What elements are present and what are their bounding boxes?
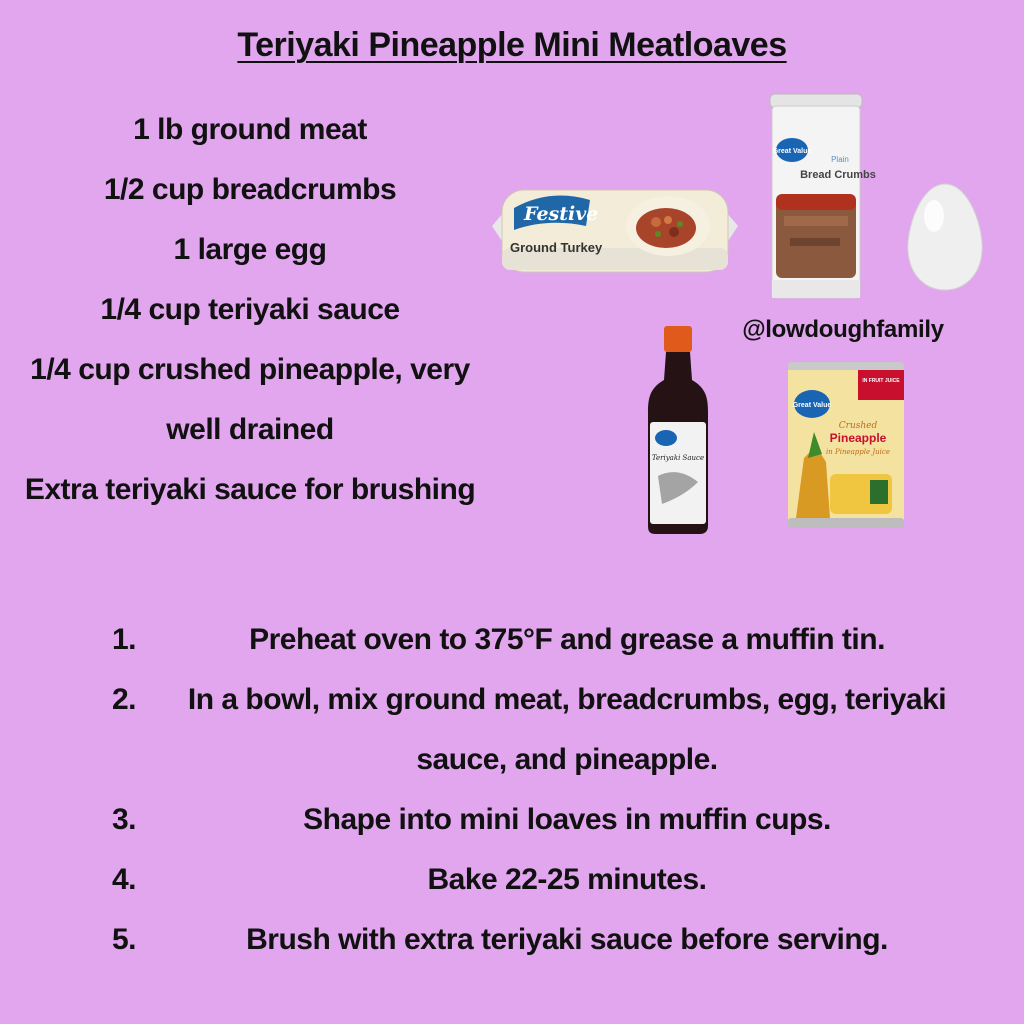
instruction-step bbox=[0, 670, 1024, 790]
step-text: Brush with extra teriyaki sauce before serving. bbox=[246, 923, 888, 956]
pineapple-badge-text: IN FRUIT JUICE bbox=[862, 378, 900, 384]
ingredient-item: 1 lb ground meat bbox=[133, 113, 367, 146]
step-number: 4. bbox=[112, 863, 137, 896]
ground-turkey-image bbox=[490, 186, 740, 276]
breadcrumbs-name-text: Bread Crumbs bbox=[800, 169, 876, 181]
breadcrumbs-brand-text: Great Value bbox=[772, 148, 812, 155]
step-number: 1. bbox=[112, 623, 137, 656]
step-number: 2. bbox=[112, 683, 137, 716]
ingredient-item: 1/4 cup teriyaki sauce bbox=[100, 293, 400, 326]
turkey-name-text: Ground Turkey bbox=[510, 240, 603, 255]
step-text: Shape into mini loaves in muffin cups. bbox=[303, 803, 831, 836]
bread-crumbs-image bbox=[768, 94, 876, 300]
ingredient-item: 1/4 cup crushed pineapple, very bbox=[30, 353, 470, 386]
pineapple-sub-text: in Pineapple Juice bbox=[826, 448, 890, 456]
step-number: 5. bbox=[112, 923, 137, 956]
instruction-step bbox=[0, 850, 1024, 910]
step-text: Bake 22-25 minutes. bbox=[427, 863, 707, 896]
ingredient-item: 1/2 cup breadcrumbs bbox=[103, 173, 397, 206]
instruction-list bbox=[0, 610, 1024, 970]
turkey-brand-text: Festive bbox=[524, 203, 599, 225]
instruction-step bbox=[0, 910, 1024, 970]
crushed-pineapple-image bbox=[786, 362, 906, 530]
social-handle: @lowdoughfamily bbox=[742, 316, 944, 343]
step-number: 3. bbox=[112, 803, 137, 836]
ingredient-item: well drained bbox=[166, 413, 334, 446]
step-text: In a bowl, mix ground meat, breadcrumbs, egg, teriyaki sauce, and pineapple. bbox=[187, 683, 947, 776]
teriyaki-name-text: Teriyaki Sauce bbox=[651, 454, 705, 462]
instruction-step bbox=[0, 610, 1024, 670]
step-text: Preheat oven to 375°F and grease a muffin tin. bbox=[249, 623, 885, 656]
ingredient-item: Extra teriyaki sauce for brushing bbox=[24, 473, 476, 506]
instruction-step bbox=[0, 790, 1024, 850]
pineapple-name-text: Pineapple bbox=[829, 431, 887, 445]
egg-image bbox=[904, 180, 986, 294]
ingredient-list bbox=[0, 104, 500, 524]
pineapple-variety-text: Crushed bbox=[838, 421, 878, 431]
breadcrumbs-variety-text: Plain bbox=[831, 155, 849, 164]
recipe-title-text: Teriyaki Pineapple Mini Meatloaves bbox=[237, 26, 787, 64]
recipe-title bbox=[0, 26, 1024, 65]
pineapple-brand-text: Great Value bbox=[792, 402, 832, 409]
teriyaki-sauce-image bbox=[644, 326, 712, 536]
ingredient-item: 1 large egg bbox=[173, 233, 327, 266]
